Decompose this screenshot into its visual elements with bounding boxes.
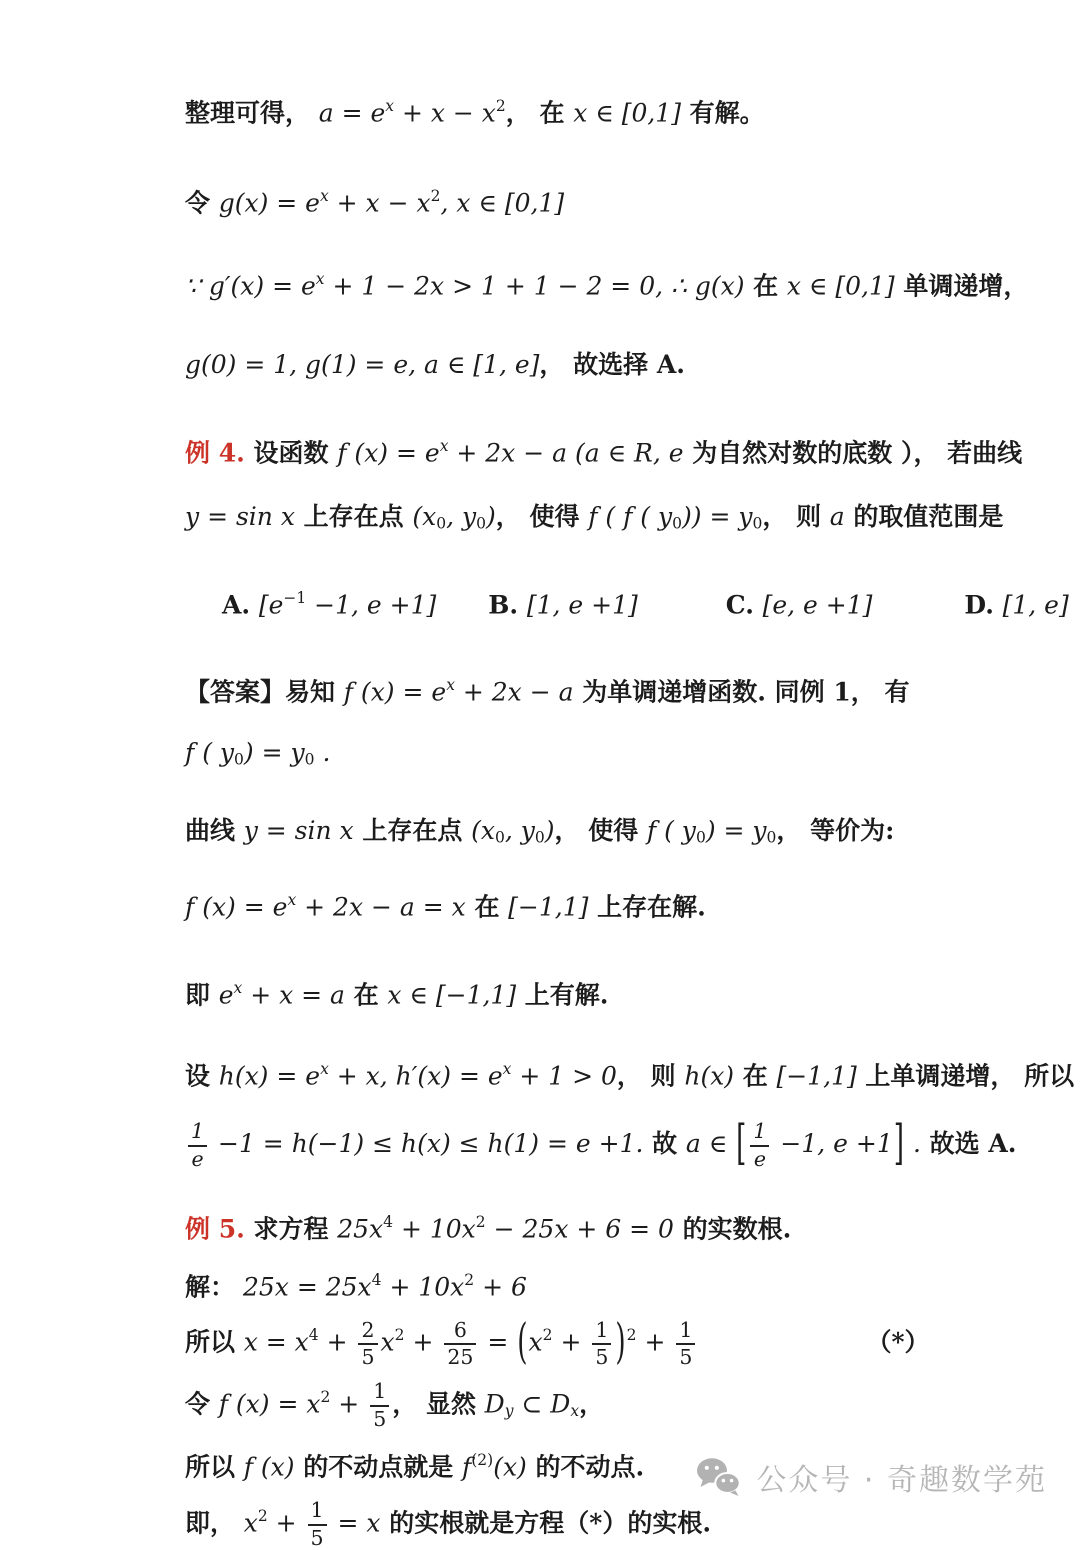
text-run: 有解。 bbox=[680, 98, 765, 128]
text-run: ， 在 bbox=[505, 98, 574, 128]
math-run: + 10x bbox=[393, 1214, 476, 1244]
bold-text-run: 解： bbox=[185, 1272, 236, 1302]
subscript: y bbox=[504, 1401, 514, 1420]
paragraph-7 bbox=[185, 580, 1069, 624]
wechat-icon bbox=[696, 1457, 742, 1497]
math-run: [1, e +1] bbox=[526, 590, 638, 620]
superscript: 2 bbox=[495, 97, 506, 115]
text-run: B. bbox=[488, 590, 527, 620]
fraction: $\frac{1}{5}$ bbox=[676, 1320, 695, 1369]
math-run: (x bbox=[412, 502, 437, 532]
superscript: x bbox=[439, 436, 449, 455]
example-label: 例 4. bbox=[185, 438, 245, 468]
superscript: x bbox=[446, 676, 455, 695]
subscript: 0 bbox=[304, 750, 315, 768]
math-run: ∵ g′(x) = e bbox=[185, 271, 316, 301]
text-run: ， 则 bbox=[616, 1062, 685, 1091]
superscript: 4 bbox=[308, 1326, 319, 1345]
paragraph-20 bbox=[185, 1498, 910, 1550]
math-run: x ∈ [0,1] bbox=[573, 98, 681, 128]
text-run: 为自然对数的底数 ）， 若曲线 bbox=[683, 438, 1023, 468]
text-run: 即 bbox=[185, 980, 219, 1010]
subscript: 0 bbox=[672, 514, 682, 533]
stretched-bracket: ] bbox=[893, 1117, 905, 1172]
text-run: 设 bbox=[185, 1062, 219, 1091]
text-run: 令 bbox=[185, 188, 219, 218]
superscript: 2 bbox=[542, 1326, 553, 1345]
text-run: C. bbox=[725, 590, 763, 620]
paragraph-15 bbox=[185, 1204, 910, 1248]
paragraph-5 bbox=[185, 428, 1023, 472]
superscript: −1 bbox=[283, 588, 307, 607]
math-run: . bbox=[905, 1129, 921, 1159]
math-run: −1 = h(−1) ≤ h(x) ≤ h(1) = e +1. bbox=[210, 1129, 644, 1159]
bold-text-run: （*） bbox=[866, 1327, 930, 1357]
superscript: x bbox=[315, 270, 325, 289]
math-run: + 6 bbox=[474, 1272, 527, 1302]
text-run: ， bbox=[579, 1389, 605, 1419]
math-run: x bbox=[528, 1327, 543, 1357]
footer bbox=[696, 1455, 1047, 1499]
text-run: 易知 bbox=[285, 677, 344, 707]
math-run: a ∈ bbox=[685, 1129, 736, 1159]
subscript: x bbox=[570, 1401, 580, 1420]
fraction: $\frac{1}{5}$ bbox=[370, 1381, 389, 1430]
math-run: [e, e +1] bbox=[762, 590, 873, 620]
math-run: + 2x − a (a ∈ R, e bbox=[448, 438, 684, 468]
math-run: [e bbox=[258, 590, 284, 620]
text-run: 即， bbox=[185, 1508, 244, 1538]
math-run: g(0) = 1, g(1) = e, a ∈ [1, e] bbox=[185, 349, 540, 379]
math-run: + x − x bbox=[394, 98, 496, 128]
math-run: + bbox=[552, 1327, 590, 1357]
subscript: 0 bbox=[695, 828, 706, 847]
text-run: 上存在解. bbox=[588, 892, 706, 922]
superscript: x bbox=[287, 891, 297, 910]
superscript: (2) bbox=[471, 1451, 494, 1470]
paragraph-13 bbox=[185, 1051, 1075, 1095]
math-run: , x ∈ [0,1] bbox=[440, 188, 565, 218]
math-run: x = x bbox=[243, 1327, 309, 1357]
text-run: 的实根就是方程（*）的实根. bbox=[380, 1508, 712, 1538]
math-run: = bbox=[479, 1327, 517, 1357]
math-run: f ( f ( y bbox=[588, 502, 673, 532]
math-run: + x = a bbox=[242, 980, 345, 1010]
math-run: e bbox=[218, 980, 234, 1010]
footer-account-label: 公众号 · 奇趣数学苑 bbox=[756, 1463, 1047, 1498]
math-run: ) = y bbox=[705, 816, 767, 845]
example-label: 例 5. bbox=[185, 1214, 245, 1244]
subscript: 0 bbox=[752, 514, 763, 533]
math-run: f ( y bbox=[185, 737, 235, 767]
paragraph-17 bbox=[185, 1315, 930, 1370]
math-run: f bbox=[461, 1452, 472, 1482]
paragraph-10 bbox=[185, 813, 910, 855]
paragraph-9 bbox=[185, 735, 910, 777]
paragraph-18 bbox=[185, 1379, 910, 1431]
math-run: f (x) = e bbox=[343, 677, 447, 707]
text-run: 求方程 bbox=[244, 1214, 338, 1244]
math-run: x bbox=[243, 1508, 258, 1538]
math-run: + bbox=[636, 1327, 674, 1357]
paragraph-3 bbox=[185, 261, 1029, 305]
math-run: (x) bbox=[493, 1452, 527, 1482]
math-run: −1, e +1 bbox=[772, 1129, 893, 1159]
paragraph-12 bbox=[185, 970, 910, 1014]
text-run: 的不动点就是 bbox=[294, 1452, 462, 1482]
paragraph-4 bbox=[185, 347, 910, 383]
text-run: ， 使得 bbox=[495, 502, 589, 532]
math-run: f (x) = x bbox=[218, 1389, 321, 1419]
math-run: y = sin x bbox=[243, 816, 354, 845]
superscript: x bbox=[319, 186, 329, 205]
text-run: 的取值范围是 bbox=[844, 502, 1004, 532]
text-run: 故 bbox=[643, 1129, 686, 1159]
text-run: 故选 A. bbox=[920, 1129, 1017, 1159]
text-run: 所以 bbox=[185, 1452, 244, 1482]
text-run: 在 bbox=[734, 1062, 777, 1091]
paragraph-11 bbox=[185, 882, 910, 926]
math-run: (x bbox=[471, 816, 495, 845]
fraction: $\frac{1}{e}$ bbox=[188, 1121, 207, 1170]
superscript: x bbox=[233, 978, 243, 997]
math-run: h(x) bbox=[684, 1062, 735, 1091]
math-run: x bbox=[380, 1327, 395, 1357]
stretched-bracket: ) bbox=[615, 1315, 626, 1370]
math-run: a bbox=[829, 502, 845, 532]
text-run: D. bbox=[964, 590, 1003, 620]
math-run: D bbox=[484, 1389, 505, 1419]
math-run: + bbox=[267, 1508, 305, 1538]
math-run: 25x bbox=[337, 1214, 384, 1244]
text-run: ， 则 bbox=[762, 502, 830, 532]
math-run: + bbox=[404, 1327, 442, 1357]
fraction: $\frac{1}{5}$ bbox=[308, 1500, 327, 1549]
superscript: x bbox=[320, 1060, 329, 1079]
text-run: 上存在点 bbox=[294, 502, 413, 532]
math-run: f (x) bbox=[243, 1452, 295, 1482]
math-run: f (x) = e bbox=[337, 438, 440, 468]
math-run: ) bbox=[486, 502, 496, 532]
text-run: ， 故选择 A. bbox=[539, 349, 685, 379]
fraction: $\frac{2}{5}$ bbox=[358, 1320, 377, 1369]
fraction: $\frac{6}{25}$ bbox=[444, 1320, 476, 1369]
paragraph-16 bbox=[185, 1262, 910, 1306]
paragraph-14 bbox=[185, 1117, 1017, 1172]
math-run: f (x) = e bbox=[185, 892, 288, 922]
math-run: + 2x − a bbox=[454, 677, 574, 707]
math-run: + 1 − 2x > 1 + 1 − 2 = 0, ∴ g(x) bbox=[324, 271, 745, 301]
math-run: + x, h′(x) = e bbox=[328, 1062, 503, 1091]
text-run: 上有解. bbox=[516, 980, 609, 1010]
text-run: 单调递增， bbox=[894, 271, 1029, 301]
math-run: f ( y bbox=[646, 816, 696, 845]
text-run: 令 bbox=[185, 1389, 219, 1419]
math-run: − 25x + 6 = 0 bbox=[485, 1214, 674, 1244]
text-run: ， 显然 bbox=[392, 1389, 485, 1419]
math-run: g(x) = e bbox=[218, 188, 320, 218]
text-run: 在 bbox=[465, 892, 509, 922]
math-run: + x − x bbox=[328, 188, 431, 218]
math-run: + 2x − a = x bbox=[296, 892, 466, 922]
subscript: 0 bbox=[476, 514, 486, 533]
math-run: [−1,1] bbox=[776, 1062, 857, 1091]
math-run: )) = y bbox=[682, 502, 753, 532]
math-run: −1, e +1] bbox=[306, 590, 437, 620]
text-run: 的实数根. bbox=[673, 1214, 792, 1244]
text-run: 在 bbox=[344, 980, 388, 1010]
text-run: 上单调递增， 所以 bbox=[856, 1062, 1075, 1091]
math-run: , y bbox=[446, 502, 477, 532]
subscript: 0 bbox=[766, 828, 777, 847]
bold-text-run: 【答案】 bbox=[185, 677, 286, 707]
subscript: 0 bbox=[534, 828, 545, 847]
text-run: ， 使得 bbox=[554, 816, 647, 845]
subscript: 0 bbox=[494, 828, 505, 847]
math-run: ⊂ D bbox=[513, 1389, 571, 1419]
text-run: 曲线 bbox=[185, 816, 244, 845]
text-run: 所以 bbox=[185, 1327, 244, 1357]
math-run: [−1,1] bbox=[508, 892, 589, 922]
subscript: 0 bbox=[234, 750, 244, 768]
text-run: A. bbox=[222, 590, 259, 620]
superscript: 2 bbox=[464, 1270, 475, 1289]
math-run: + 10x bbox=[381, 1272, 465, 1302]
stretched-bracket: ( bbox=[517, 1315, 528, 1370]
text-run: ， 等价为: bbox=[776, 816, 895, 845]
text-run: 的不动点. bbox=[526, 1452, 645, 1482]
math-run: h(x) = e bbox=[218, 1062, 321, 1091]
superscript: 2 bbox=[430, 186, 441, 205]
math-run: ) = y bbox=[243, 737, 305, 767]
math-run: + bbox=[318, 1327, 356, 1357]
fraction: $\frac{1}{5}$ bbox=[592, 1320, 611, 1369]
math-run: a = e bbox=[318, 98, 386, 128]
superscript: 2 bbox=[320, 1387, 331, 1406]
superscript: 2 bbox=[394, 1326, 405, 1345]
math-run: [1, e] bbox=[1002, 590, 1069, 620]
paragraph-1 bbox=[185, 88, 910, 132]
math-run: . bbox=[314, 737, 331, 767]
math-run: x ∈ [−1,1] bbox=[387, 980, 517, 1010]
text-run: 为单调递增函数. 同例 1， 有 bbox=[573, 677, 910, 707]
superscript: 4 bbox=[383, 1213, 394, 1232]
paragraph-6 bbox=[185, 499, 1004, 541]
math-run: ) bbox=[544, 816, 555, 845]
superscript: 4 bbox=[371, 1270, 382, 1289]
text-run: 上存在点 bbox=[353, 816, 472, 845]
text-run: 整理可得， bbox=[185, 98, 319, 128]
math-run: x ∈ [0,1] bbox=[786, 271, 895, 301]
math-run: + 1 > 0 bbox=[511, 1062, 617, 1091]
text-run: 设函数 bbox=[244, 438, 338, 468]
math-run: + bbox=[330, 1389, 368, 1419]
stretched-bracket: [ bbox=[736, 1117, 747, 1172]
superscript: x bbox=[502, 1060, 512, 1079]
superscript: x bbox=[385, 97, 395, 115]
paragraph-2 bbox=[185, 178, 910, 222]
math-run: 25x = 25x bbox=[235, 1272, 372, 1302]
text-run: 在 bbox=[744, 271, 787, 301]
subscript: 0 bbox=[436, 514, 447, 533]
superscript: 2 bbox=[257, 1506, 268, 1525]
paragraph-8 bbox=[185, 667, 910, 711]
math-run: y = sin x bbox=[185, 502, 295, 532]
superscript: 2 bbox=[475, 1213, 486, 1232]
math-run: , y bbox=[504, 816, 535, 845]
superscript: 2 bbox=[626, 1326, 637, 1345]
fraction: $\frac{1}{e}$ bbox=[750, 1121, 769, 1170]
math-run: = x bbox=[329, 1508, 381, 1538]
